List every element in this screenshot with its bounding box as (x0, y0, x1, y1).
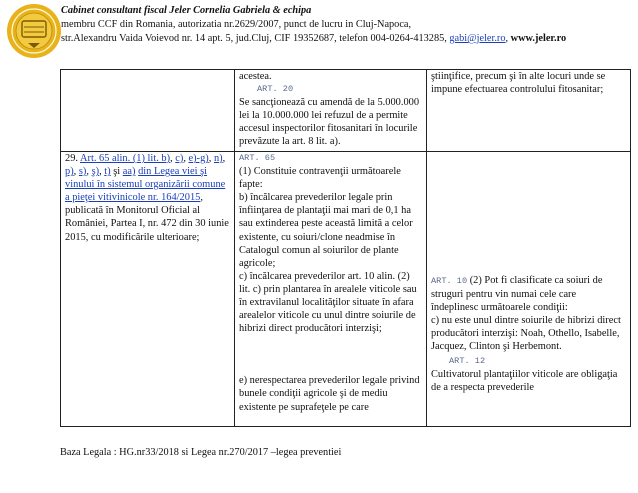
letterhead (61, 4, 636, 46)
firm-address: str.Alexandru Vaida Voievod nr. 14 apt. 5, jud.Cluj, CIF 19352687, telefon 004-0264-413285, (61, 33, 450, 44)
reference-separator: şi (110, 166, 123, 178)
reference-separator: , (86, 166, 92, 178)
article-label: ART. 65 (239, 153, 276, 163)
law-reference-link[interactable]: Art. 65 alin. (1) lit. b) (80, 153, 171, 164)
legal-references (65, 152, 230, 204)
reference-separator: , (170, 153, 176, 164)
firm-logo (6, 3, 62, 59)
cell-text: c) încălcarea prevederilor art. 10 alin. (2) lit. c) prin plantarea în arealele viticole sau în extravilanul localităţilor situate în afara arealelor viticole cu unul dintre soiurile de hibrizi direct producători interzişi; (239, 270, 417, 335)
cell-text: Cultivatorul plantaţiilor viticole are obligaţia de a respecta prevederile (431, 368, 618, 393)
spacer (239, 335, 422, 374)
firm-name: Cabinet consultant fiscal Jeler Cornelia Gabriela & echipa (61, 5, 312, 16)
law-reference-link[interactable]: t) (104, 166, 111, 178)
reference-separator: , (222, 153, 226, 164)
table-cell-provisions (427, 152, 631, 427)
website-link[interactable]: www.jeler.ro (510, 33, 567, 44)
table-row (61, 152, 631, 427)
law-reference-link[interactable]: din Legea viei şi vinului în sistemul organizării comune a pieţei vitivinicole nr. 164/2015 (65, 166, 226, 204)
law-reference-link[interactable]: ş) (91, 166, 100, 178)
firm-contact (61, 32, 636, 46)
firm-registration: membru CCF din Romania, autorizatia nr.2629/2007, punct de lucru in Cluj-Napoca, (61, 19, 412, 30)
article-label: ART. 10 (431, 276, 468, 286)
table-row (61, 70, 631, 152)
spacer (431, 152, 626, 274)
contact-separator: , (505, 33, 511, 44)
cell-text: publicată în Monitorul Oficial al României, Partea I, nr. 472 din 30 iunie 2015, cu modificările ulterioare; (65, 205, 229, 243)
table-cell-legal-basis (61, 152, 235, 427)
cell-text: b) încălcarea prevederilor legale prin înfiinţarea de plantaţii mai mari de 0,1 ha sau extinderea peste această limită a celor existente, cu soiuri/clone neadmise în Catalogul comun al soiurilor de plante agricole; (239, 192, 413, 269)
table-cell-penalty (235, 70, 427, 152)
law-reference-link[interactable]: n) (213, 153, 223, 164)
page-footer: Baza Legala : HG.nr33/2018 si Legea nr.270/2017 –legea preventiei (60, 447, 342, 458)
cell-text: acestea. (239, 71, 272, 82)
law-reference-link[interactable]: aa) (122, 166, 136, 178)
reference-separator: , (99, 166, 105, 178)
table-cell-empty (61, 70, 235, 152)
cell-text: (1) Constituie contravenţii următoarele fapte: (239, 166, 401, 191)
law-reference-link[interactable]: p) (65, 166, 74, 178)
reference-separator: , (73, 166, 79, 178)
article-10 (431, 274, 626, 314)
law-reference-link[interactable]: s) (78, 166, 87, 178)
cell-text: ştiinţifice, precum şi în alte locuri unde se impune efectuarea controlului fitosanitar; (431, 71, 606, 96)
article-label: ART. 20 (257, 84, 294, 95)
cell-text: (2) Pot fi clasificate ca soiuri de struguri pentru vin numai cele care îndeplinesc următoarele condiţii: (431, 275, 603, 314)
email-link[interactable]: gabi@jeler.ro (449, 33, 506, 44)
item-number: 29. (65, 153, 81, 164)
reference-separator: , (208, 153, 214, 164)
reference-separator: , (183, 153, 189, 164)
cell-text: Se sancţionează cu amendă de la 5.000.000 lei la 10.000.000 lei refuzul de a permite accesul inspectorilor fitosanitari în locurile prevăzute la art. 8 lit. a). (239, 97, 420, 148)
table-cell-contraventions (235, 152, 427, 427)
law-comparison-table (60, 69, 631, 427)
law-reference-link[interactable]: c) (175, 153, 184, 164)
table-cell-provision (427, 70, 631, 152)
reference-separator: , (200, 192, 203, 204)
cell-text: e) nerespectarea prevederilor legale privind bunele condiţii agricole şi de mediu existente pe suprafeţele pe care (239, 375, 420, 413)
cell-text: c) nu este unul dintre soiurile de hibrizi direct producători interzişi: Noah, Othello, Isabelle, Jacquez, Clinton şi Herbemont. (431, 315, 621, 353)
article-label: ART. 12 (449, 355, 486, 366)
law-reference-link[interactable]: e)-g) (188, 153, 209, 164)
